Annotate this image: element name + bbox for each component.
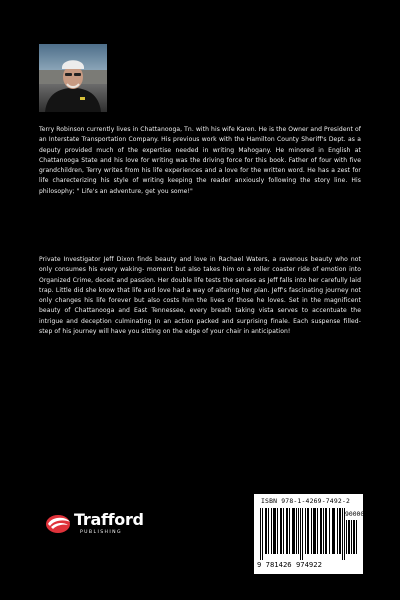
publisher-name: Trafford <box>74 510 144 529</box>
isbn-label: ISBN 978-1-4269-7492-2 <box>261 497 351 505</box>
publisher-swirl-icon <box>44 510 74 536</box>
barcode-panel <box>254 494 363 574</box>
publisher-subtitle: PUBLISHING <box>80 530 122 535</box>
author-bio: Terry Robinson currently lives in Chattanooga, Tn. with his wife Karen. He is the Owner and President of an Interstate Transportation Company. His previous work with the Hamilton County Sheriff's Dept. as a deputy provided much of the expertise needed in writing Mahogany. He minored in English at Chattanooga State and his love for writing was the driving force for this book. Father of four with five grandchildren, Terry writes from his life experiences and a love for the written word. He has a zest for life charecterizing his style of writing keeping the reader anxiously following the story line. His philosophy; " Life's an adventure, get you some!" <box>39 126 361 195</box>
book-description: Private Investigator Jeff Dixon finds beauty and love in Rachael Waters, a ravenous beauty who not only consumes his every waking- moment but also takes him on a roller coaster ride of emotion into Organized Crime, deceit and passion. Her double life tests the senses as Jeff falls into her carefully laid trap. Little did she know that life and love had a way of altering her plan. Jeff's fascinating journey not only changes his life forever but also costs him the lives of those he loves. Set in the magnificent beauty of Chattanooga and East Tennessee, every breath taking vista serves to accentuate the intrigue and deception culminating in an action packed and surprising finale. Each suspense filled- step of his journey will have you sitting on the edge of your chair in anticipation! <box>39 256 361 336</box>
price-code: 90000 <box>345 510 365 518</box>
ean-number: 9 781426 974922 <box>257 560 322 569</box>
barcode-icon <box>259 506 365 562</box>
publisher-logo <box>44 508 164 542</box>
author-photo <box>39 44 107 112</box>
